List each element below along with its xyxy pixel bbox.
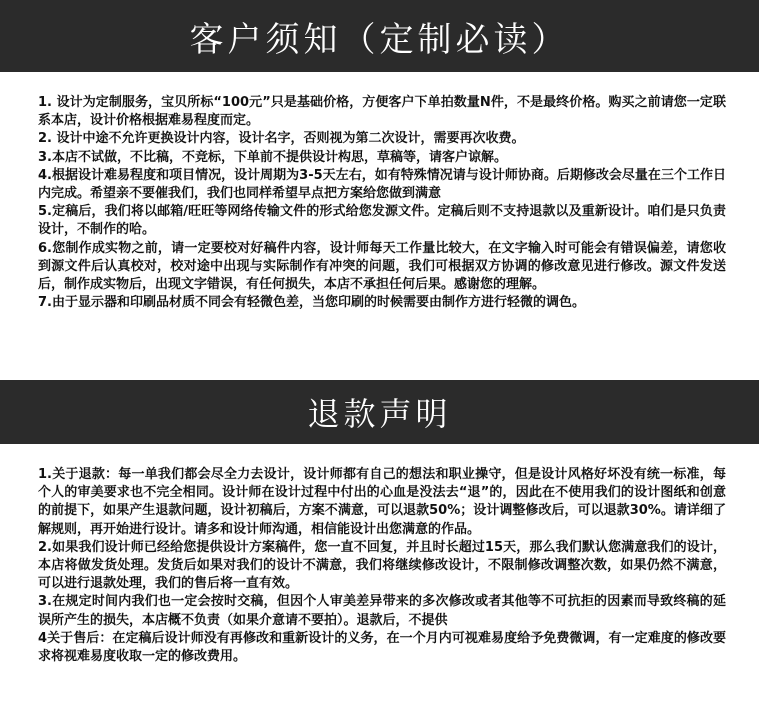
notice-item: 3.本店不试做，不比稿，不竞标，下单前不提供设计构思，草稿等，请客户谅解。 bbox=[38, 149, 507, 165]
notice-list bbox=[38, 94, 726, 312]
notice-item: 1. 设计为定制服务，宝贝所标“100元”只是基础价格，方便客户下单拍数量N件，不是最终价格。购买之前请您一定联系本店，设计价格根据难易程度而定。 bbox=[38, 95, 726, 129]
refund-list bbox=[38, 466, 726, 666]
notice-title: 客户须知（定制必读） bbox=[189, 19, 570, 60]
refund-item: 3.在规定时间内我们也一定会按时交稿，但因个人审美差异带来的多次修改或者其他等不可抗拒的因素而导致终稿的延误所产生的损失，本店概不负责（如果介意请不要拍）。退款后，不提供 bbox=[38, 594, 726, 628]
notice-item: 2. 设计中途不允许更换设计内容，设计名字，否则视为第二次设计，需要再次收费。 bbox=[38, 131, 525, 147]
refund-title-banner bbox=[0, 380, 759, 444]
notice-item: 4.根据设计难易程度和项目情况，设计周期为3-5天左右，如有特殊情况请与设计师协商。后期修改会尽量在三个工作日内完成。希望亲不要催我们，我们也同样希望早点把方案给您做到满意 bbox=[38, 167, 726, 202]
refund-item: 4关于售后：在定稿后设计师没有再修改和重新设计的义务，在一个月内可视难易度给予免费微调，有一定难度的修改要求将视难易度收取一定的修改费用。 bbox=[38, 630, 726, 665]
notice-title-banner bbox=[0, 0, 759, 72]
refund-item: 2.如果我们设计师已经给您提供设计方案稿件，您一直不回复，并且时长超过15天，那么我们默认您满意我们的设计，本店将做发货处理。发货后如果对我们的设计不满意，我们将继续修改设计，不限制修改调整次数，如果仍然不满意，可以进行退款处理，我们的售后将一直有效。 bbox=[38, 539, 726, 592]
refund-item: 1.关于退款：每一单我们都会尽全力去设计，设计师都有自己的想法和职业操守，但是设计风格好坏没有统一标准，每个人的审美要求也不完全相同。设计师在设计过程中付出的心血是没法去“退”的，因此在不使用我们的设计图纸和创意的前提下，如果产生退款问题，设计初稿后，方案不满意，可以退款50%；设计调整修改后，可以退款30%。请详细了解规则，再开始进行设计。请多和设计师沟通，相信能设计出您满意的作品。 bbox=[38, 467, 726, 537]
refund-title: 退款声明 bbox=[307, 395, 452, 433]
notice-item: 5.定稿后，我们将以邮箱/旺旺等网络传输文件的形式给您发源文件。定稿后则不支持退款以及重新设计。咱们是只负责设计，不制作的哈。 bbox=[38, 204, 726, 238]
notice-item: 6.您制作成实物之前，请一定要校对好稿件内容，设计师每天工作量比较大，在文字输入时可能会有错误偏差，请您收到源文件后认真校对，校对途中出现与实际制作有冲突的问题，我们可根据双方协调的修改意见进行修改。源文件发送后，制作成实物后，出现文字错误，有任何损失，本店不承担任何后果。感谢您的理解。 bbox=[38, 240, 726, 293]
notice-item: 7.由于显示器和印刷品材质不同会有轻微色差，当您印刷的时候需要由制作方进行轻微的调色。 bbox=[38, 295, 585, 311]
